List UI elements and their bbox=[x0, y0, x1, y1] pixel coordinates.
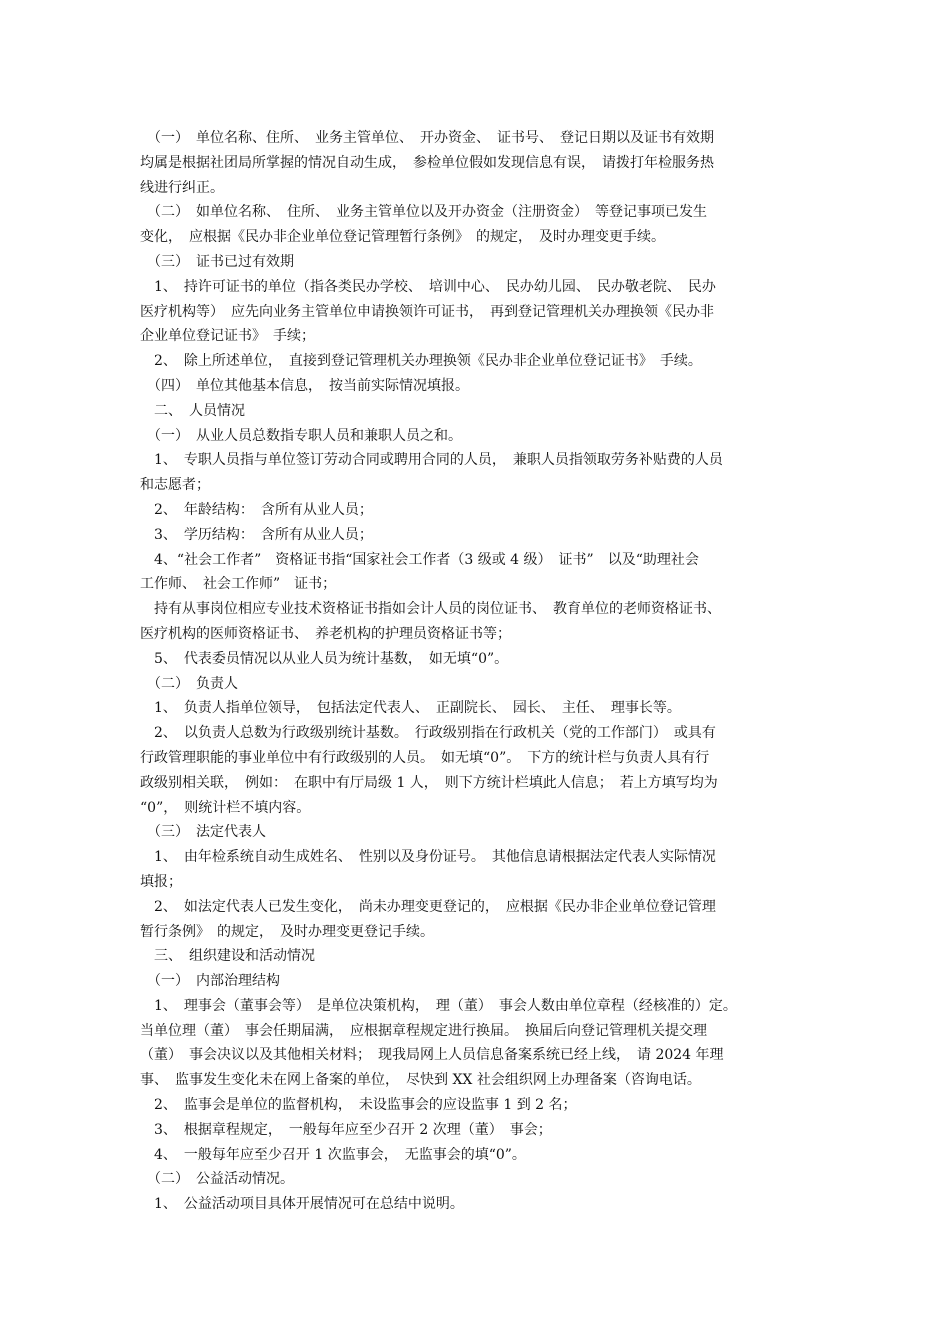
text-line: 2、 监事会是单位的监督机构， 未设监事会的应设监事 1 到 2 名； bbox=[140, 1097, 577, 1114]
text-line: （一） 单位名称、住所、 业务主管单位、 开办资金、 证书号、 登记日期以及证书有效期 bbox=[140, 130, 714, 146]
text-line: 变化， 应根据《民办非企业单位登记管理暂行条例》 的规定， 及时办理变更手续。 bbox=[140, 229, 665, 246]
text-line: （三） 证书已过有效期 bbox=[140, 253, 294, 270]
text-line: （董） 事会决议以及其他相关材料； 现我局网上人员信息备案系统已经上线， 请 2024 年理 bbox=[140, 1047, 724, 1064]
document-body bbox=[140, 126, 820, 1217]
text-line: “0”， 则统计栏不填内容。 bbox=[140, 799, 311, 816]
text-line: 企业单位登记证书》 手续； bbox=[140, 328, 315, 345]
text-line: 医疗机构的医师资格证书、 养老机构的护理员资格证书等； bbox=[140, 625, 511, 642]
text-line: 当单位理（董） 事会任期届满， 应根据章程规定进行换届。 换届后向登记管理机关提交理 bbox=[140, 1022, 707, 1039]
text-line: （二） 公益活动情况。 bbox=[140, 1171, 294, 1188]
text-line: 持有从事岗位相应专业技术资格证书指如会计人员的岗位证书、 教育单位的老师资格证书、 bbox=[140, 601, 721, 618]
text-line: 事、 监事发生变化未在网上备案的单位， 尽快到 XX 社会组织网上办理备案（咨询电话。 bbox=[140, 1072, 701, 1089]
text-line: 2、 以负责人总数为行政级别统计基数。 行政级别指在行政机关（党的工作部门） 或具有 bbox=[140, 725, 716, 742]
section-heading: 二、 人员情况 bbox=[140, 402, 245, 419]
text-line: 2、 除上所述单位， 直接到登记管理机关办理换领《民办非企业单位登记证书》 手续。 bbox=[140, 353, 702, 370]
text-line: （二） 负责人 bbox=[140, 675, 238, 692]
text-line: 1、 公益活动项目具体开展情况可在总结中说明。 bbox=[140, 1196, 464, 1213]
text-line: （一） 内部治理结构 bbox=[140, 973, 280, 990]
text-line: 医疗机构等） 应先向业务主管单位申请换领许可证书， 再到登记管理机关办理换领《民办非 bbox=[140, 303, 714, 320]
text-line: 1、 由年检系统自动生成姓名、 性别以及身份证号。 其他信息请根据法定代表人实际情况 bbox=[140, 849, 716, 866]
text-line: 1、 负责人指单位领导， 包括法定代表人、 正副院长、 园长、 主任、 理事长等。 bbox=[140, 700, 681, 717]
text-line: （四） 单位其他基本信息， 按当前实际情况填报。 bbox=[140, 377, 469, 394]
text-line: 填报； bbox=[140, 873, 182, 890]
text-line: （一） 从业人员总数指专职人员和兼职人员之和。 bbox=[140, 427, 462, 444]
text-line: 4、 一般每年应至少召开 1 次监事会， 无监事会的填“0”。 bbox=[140, 1146, 526, 1163]
text-line: 2、 如法定代表人已发生变化， 尚未办理变更登记的， 应根据《民办非企业单位登记管理 bbox=[140, 898, 716, 915]
text-line: 5、 代表委员情况以从业人员为统计基数， 如无填“0”。 bbox=[140, 650, 509, 667]
text-line: 4、“社会工作者” 资格证书指“国家社会工作者（3 级或 4 级） 证书” 以及“助理社会 bbox=[140, 551, 699, 568]
text-line: 政级别相关联， 例如： 在职中有厅局级 1 人， 则下方统计栏填此人信息； 若上方填写均为 bbox=[140, 774, 718, 791]
text-line: 1、 专职人员指与单位签订劳动合同或聘用合同的人员， 兼职人员指领取劳务补贴费的人员 bbox=[140, 452, 723, 469]
text-line: （三） 法定代表人 bbox=[140, 824, 266, 841]
text-line: 2、 年龄结构： 含所有从业人员； bbox=[140, 501, 373, 518]
text-line: （二） 如单位名称、 住所、 业务主管单位以及开办资金（注册资金） 等登记事项已发生 bbox=[140, 204, 707, 221]
text-line: 1、 理事会（董事会等） 是单位决策机构， 理（董） 事会人数由单位章程（经核准的）定。 bbox=[140, 997, 737, 1014]
text-line: 3、 学历结构： 含所有从业人员； bbox=[140, 526, 373, 543]
text-line: 3、 根据章程规定， 一般每年应至少召开 2 次理（董） 事会； bbox=[140, 1121, 552, 1138]
text-line: 工作师、 社会工作师” 证书； bbox=[140, 576, 337, 593]
section-heading: 三、 组织建设和活动情况 bbox=[140, 948, 315, 965]
text-line: 线进行纠正。 bbox=[140, 179, 224, 196]
text-line: 1、 持许可证书的单位（指各类民办学校、 培训中心、 民办幼儿园、 民办敬老院、 民办 bbox=[140, 278, 716, 295]
text-line: 暂行条例》 的规定， 及时办理变更登记手续。 bbox=[140, 923, 434, 940]
text-line: 行政管理职能的事业单位中有行政级别的人员。 如无填“0”。 下方的统计栏与负责人具有行 bbox=[140, 749, 710, 766]
text-line: 和志愿者； bbox=[140, 477, 210, 494]
text-line: 均属是根据社团局所掌握的情况自动生成， 参检单位假如发现信息有误， 请拨打年检服务热 bbox=[140, 154, 714, 171]
